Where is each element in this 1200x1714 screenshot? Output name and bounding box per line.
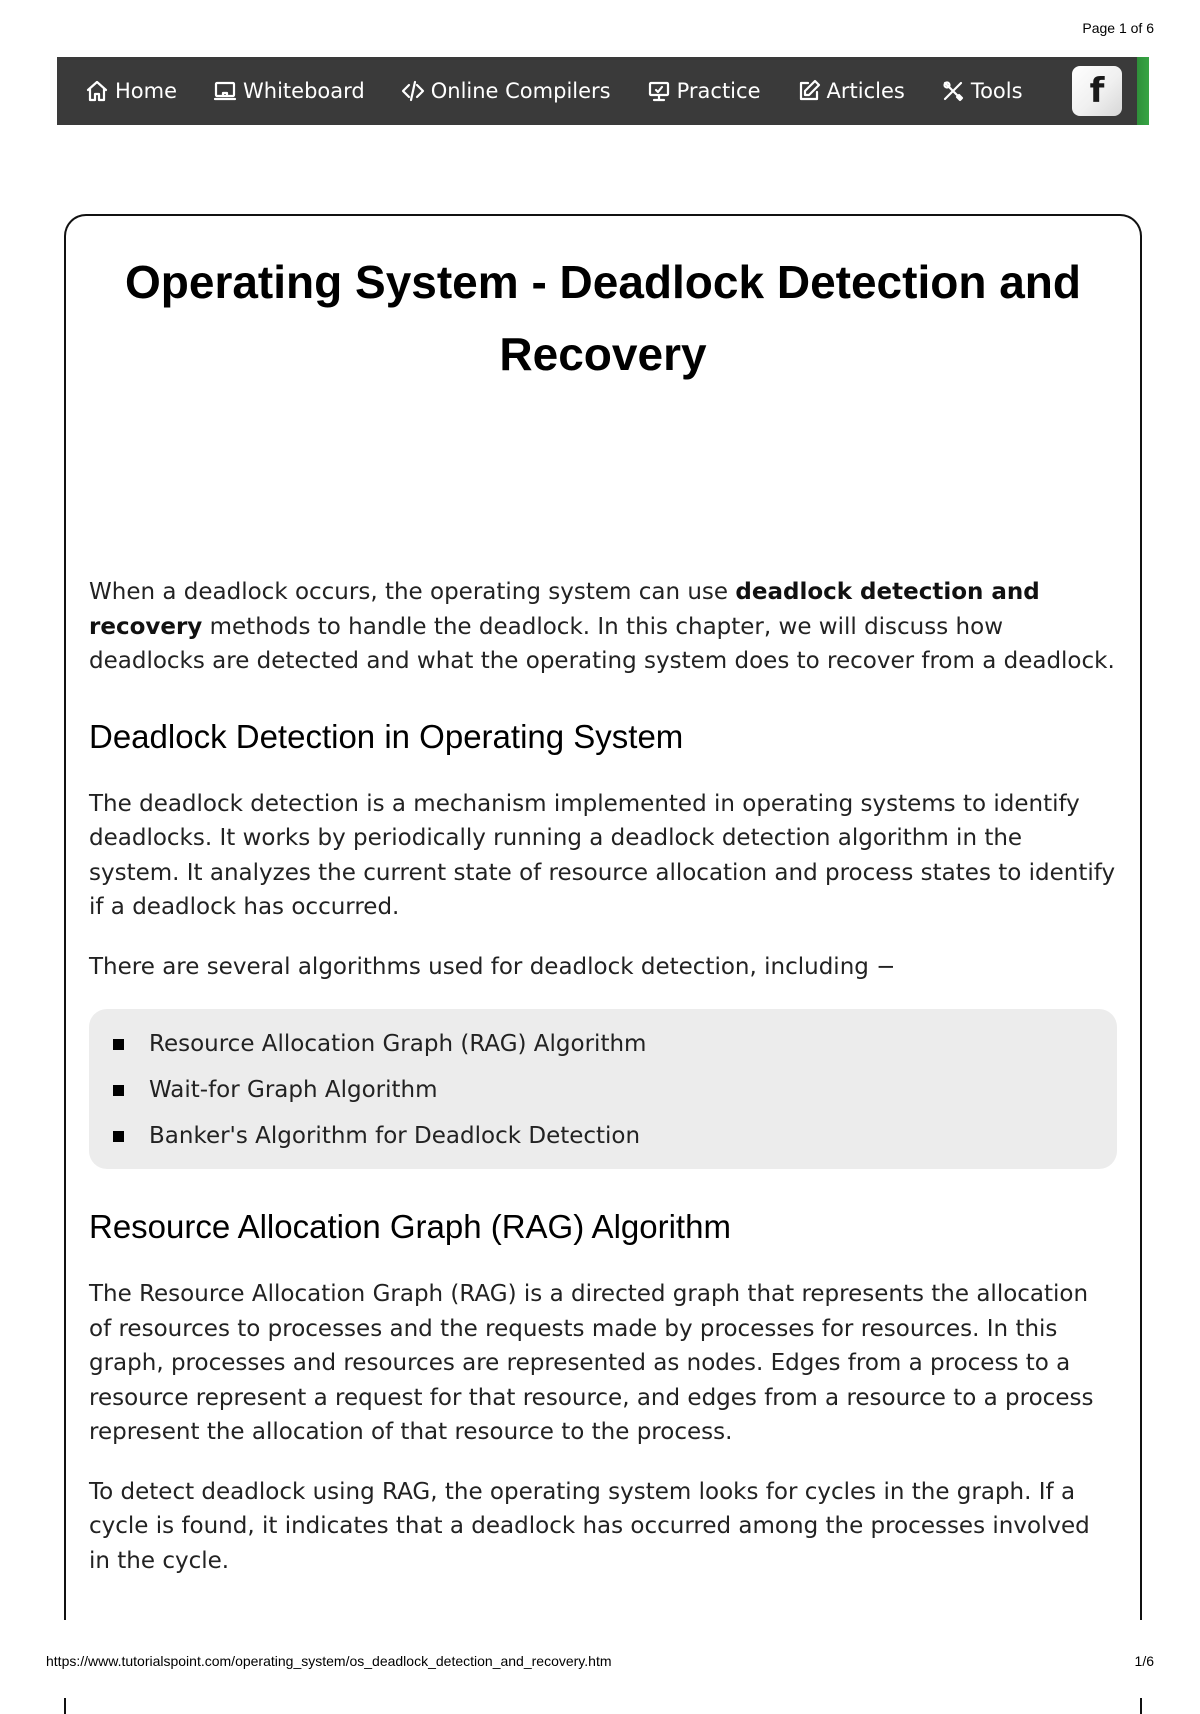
facebook-icon[interactable] — [1072, 66, 1122, 116]
nav-item-tools[interactable] — [941, 79, 1023, 103]
monitor-icon — [647, 79, 671, 103]
top-navbar — [57, 57, 1149, 125]
home-icon — [85, 79, 109, 103]
square-bullet-icon — [113, 1039, 124, 1050]
edit-icon — [797, 79, 821, 103]
paragraph: To detect deadlock using RAG, the operating system looks for cycles in the graph. If a cycle is found, it indicates that a deadlock has occurred among the processes involved in the cycle. — [89, 1478, 1090, 1574]
intro-text-after: methods to handle the deadlock. In this chapter, we will discuss how deadlocks are detected and what the operating system does to recover from a deadlock. — [89, 613, 1115, 674]
nav-item-label: Online Compilers — [430, 79, 611, 103]
facebook-glyph: f — [1089, 71, 1105, 111]
nav-item-label: Tools — [970, 79, 1023, 103]
list-item — [89, 1073, 1117, 1107]
nav-scroll-edge — [1137, 57, 1149, 125]
paragraph: The Resource Allocation Graph (RAG) is a directed graph that represents the allocation of resources to processes and the requests made by processes for resources. In this graph, processes and resources are represented as nodes. Edges from a process to a resource represent a request for that resource, and edges from a resource to a process represent the allocation of that resource to the process. — [89, 1281, 1094, 1445]
nav-item-online-compilers[interactable] — [401, 79, 611, 103]
nav-item-practice[interactable] — [647, 79, 761, 103]
list-item-text: Resource Allocation Graph (RAG) Algorithm — [149, 1031, 647, 1057]
nav-item-label: Whiteboard — [243, 79, 365, 103]
code-icon — [401, 79, 425, 103]
article-card — [64, 214, 1142, 1714]
nav-item-label: Articles — [826, 79, 905, 103]
intro-bold-term: deadlock detection and recovery — [89, 579, 1040, 640]
paragraph: There are several algorithms used for deadlock detection, including − — [89, 953, 896, 980]
nav-item-label: Practice — [676, 79, 761, 103]
section-heading-deadlock-detection: Deadlock Detection in Operating System — [89, 717, 684, 755]
page-counter: Page 1 of 6 — [1082, 20, 1154, 36]
nav-item-label: Home — [115, 79, 178, 103]
section-heading-rag-algorithm: Resource Allocation Graph (RAG) Algorithm — [89, 1208, 731, 1245]
tools-icon — [941, 79, 965, 103]
nav-item-whiteboard[interactable] — [213, 79, 365, 103]
nav-item-home[interactable] — [85, 79, 177, 103]
nav-item-articles[interactable] — [797, 79, 905, 103]
intro-text-before: When a deadlock occurs, the operating system can use — [89, 579, 736, 605]
algorithm-list — [89, 1009, 1117, 1169]
footer-page-number: 1/6 — [1134, 1653, 1154, 1669]
whiteboard-icon — [213, 79, 237, 103]
paragraph: The deadlock detection is a mechanism implemented in operating systems to identify deadlocks. It works by periodically running a deadlock detection algorithm in the system. It analyzes the current state of resource allocation and process states to identify if a deadlock has occurred. — [89, 790, 1116, 920]
footer-url: https://www.tutorialspoint.com/operating_system/os_deadlock_detection_and_recovery.htm — [46, 1653, 612, 1669]
list-item — [89, 1027, 1117, 1061]
square-bullet-icon — [113, 1131, 124, 1142]
intro-paragraph — [89, 575, 1117, 679]
square-bullet-icon — [113, 1085, 124, 1096]
list-item — [89, 1119, 1117, 1153]
list-item-text: Wait-for Graph Algorithm — [149, 1077, 438, 1103]
list-item-text: Banker's Algorithm for Deadlock Detection — [149, 1123, 641, 1149]
page-title: Operating System - Deadlock Detection and Recovery — [124, 256, 1081, 380]
